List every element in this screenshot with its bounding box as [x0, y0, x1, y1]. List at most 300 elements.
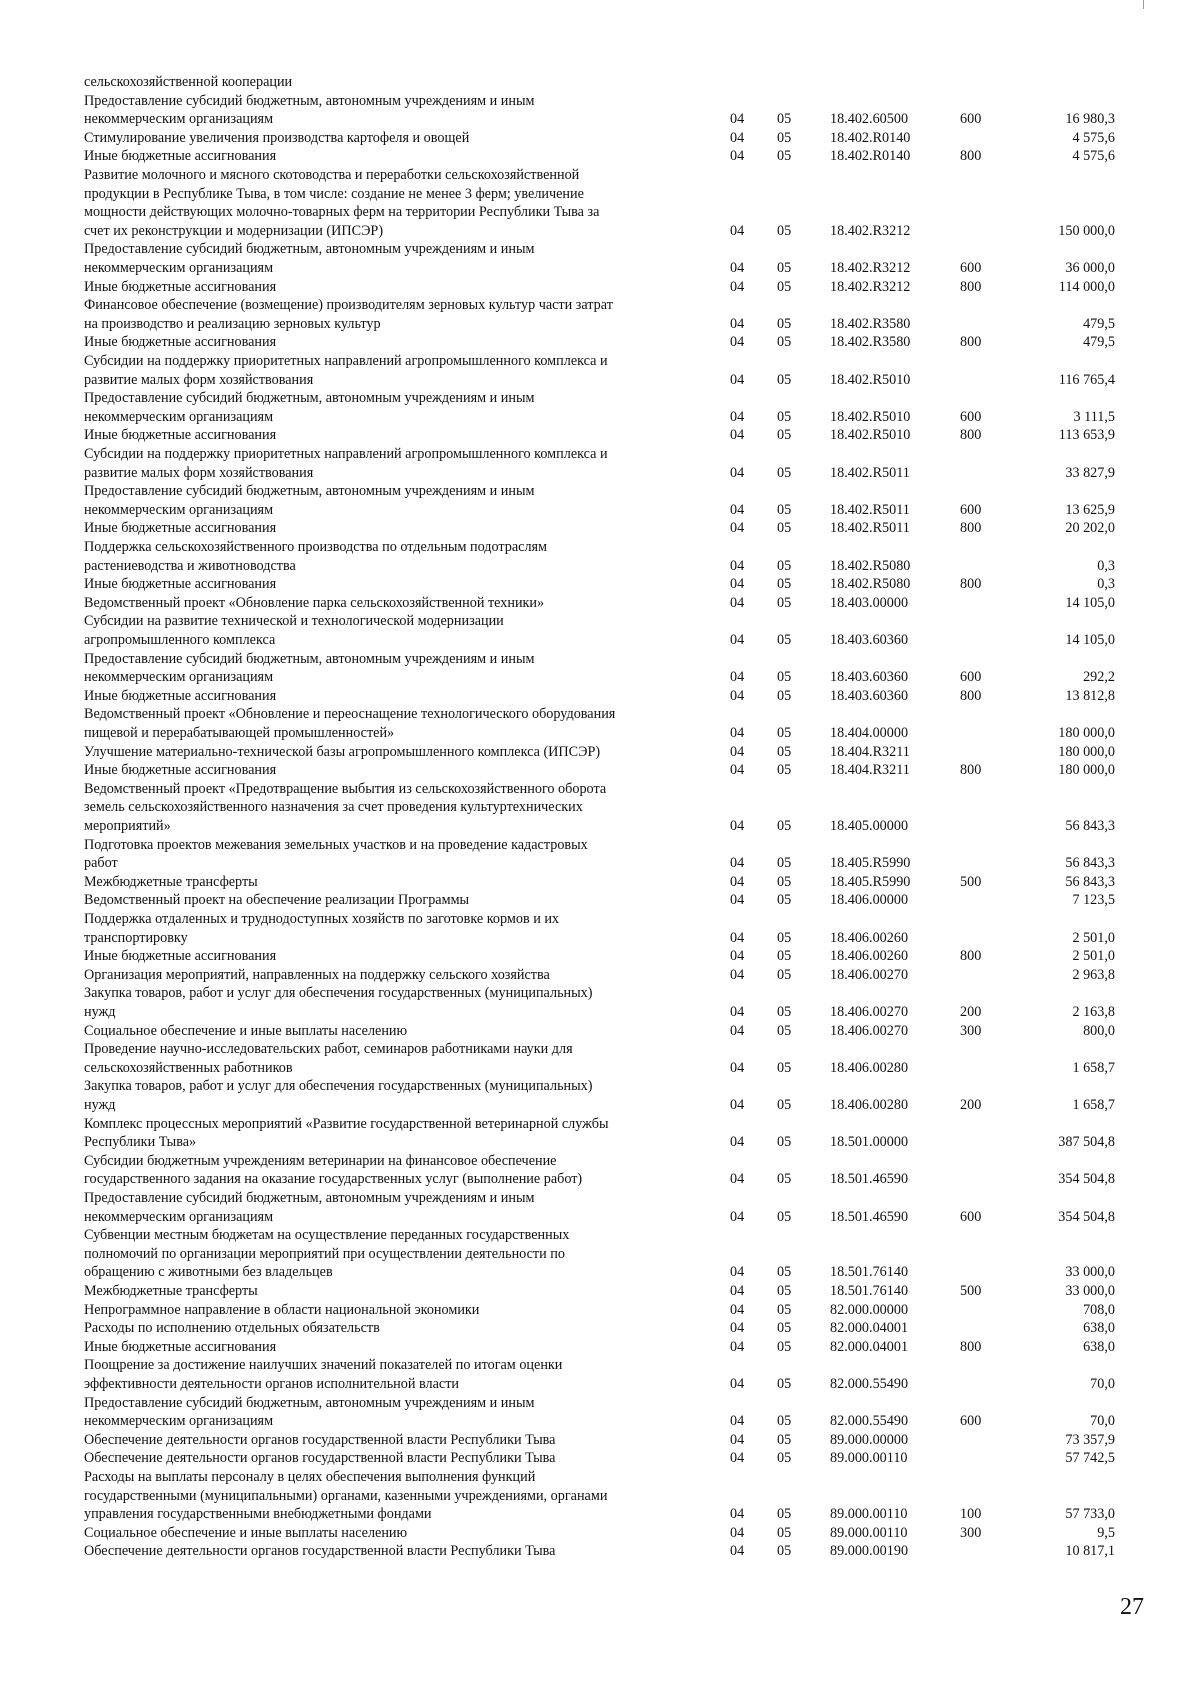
- amount: 4 575,6: [1072, 148, 1115, 165]
- subsection-code: 05: [777, 520, 792, 537]
- expense-type-code: 500: [960, 873, 982, 890]
- subsection-code: 05: [777, 966, 792, 983]
- target-article-code: 89.000.00110: [830, 1506, 908, 1523]
- row-name: [84, 1077, 706, 1114]
- row-name-line: некоммерческим организациям: [84, 408, 274, 425]
- section-code: 04: [730, 278, 745, 295]
- expense-type-code: 600: [960, 1208, 982, 1225]
- amount: 14 105,0: [1065, 631, 1115, 648]
- subsection-code: 05: [777, 1413, 792, 1430]
- row-name-line: государственного задания на оказание государственных услуг (выполнение работ): [84, 1171, 583, 1188]
- subsection-code: 05: [777, 948, 792, 965]
- amount: 150 000,0: [1058, 222, 1115, 239]
- table-row: [0, 891, 1200, 910]
- table-row: [0, 1338, 1200, 1357]
- table-row: [0, 1152, 1200, 1189]
- amount: 113 653,9: [1058, 427, 1115, 444]
- subsection-code: 05: [777, 408, 792, 425]
- row-name: [84, 1152, 706, 1189]
- section-code: 04: [730, 1264, 745, 1281]
- table-row: [0, 73, 1200, 92]
- section-code: 04: [730, 669, 745, 686]
- row-name-line: Субвенции местным бюджетам на осуществление переданных государственных: [84, 1227, 570, 1244]
- row-name-line: работ: [84, 855, 118, 872]
- row-name: [84, 891, 706, 910]
- row-name: [84, 966, 706, 985]
- section-code: 04: [730, 948, 745, 965]
- amount: 33 000,0: [1065, 1264, 1115, 1281]
- row-name-line: агропромышленного комплекса: [84, 631, 276, 648]
- amount: 180 000,0: [1058, 743, 1115, 760]
- section-code: 04: [730, 1450, 745, 1467]
- target-article-code: 18.402.60500: [830, 111, 909, 128]
- row-name-line: мероприятий»: [84, 817, 171, 834]
- target-article-code: 18.402.R5010: [830, 408, 911, 425]
- table-row: [0, 780, 1200, 836]
- scan-mark: [1143, 0, 1144, 9]
- subsection-code: 05: [777, 464, 792, 481]
- amount: 0,3: [1097, 557, 1115, 574]
- row-name-line: Расходы по исполнению отдельных обязательств: [84, 1320, 380, 1337]
- section-code: 04: [730, 1283, 745, 1299]
- row-name-line: развитие малых форм хозяйствования: [84, 464, 314, 481]
- expense-type-code: 300: [960, 1022, 982, 1039]
- target-article-code: 18.501.46590: [830, 1171, 909, 1188]
- subsection-code: 05: [777, 594, 792, 611]
- table-row: [0, 873, 1200, 892]
- table-row: [0, 1319, 1200, 1338]
- section-code: 04: [730, 1059, 745, 1076]
- table-row: [0, 1115, 1200, 1152]
- subsection-code: 05: [777, 111, 792, 128]
- section-code: 04: [730, 762, 745, 779]
- table-row: [0, 1449, 1200, 1468]
- row-name: [84, 240, 706, 277]
- row-name-line: Субсидии на поддержку приоритетных направлений агропромышленного комплекса и: [84, 353, 608, 369]
- amount: 16 980,3: [1065, 111, 1115, 128]
- row-name-line: эффективности деятельности органов исполнительной власти: [84, 1375, 459, 1392]
- target-article-code: 18.402.R5011: [830, 501, 910, 518]
- subsection-code: 05: [777, 315, 792, 332]
- section-code: 04: [730, 1096, 745, 1113]
- section-code: 04: [730, 1301, 745, 1318]
- row-name-line: Ведомственный проект на обеспечение реализации Программы: [84, 892, 470, 909]
- row-name: [84, 743, 706, 762]
- amount: 180 000,0: [1058, 724, 1115, 741]
- section-code: 04: [730, 929, 745, 946]
- subsection-code: 05: [777, 1450, 792, 1467]
- subsection-code: 05: [777, 1208, 792, 1225]
- table-row: [0, 575, 1200, 594]
- row-name-line: Обеспечение деятельности органов государственной власти Республики Тыва: [84, 1431, 556, 1448]
- row-name-line: Предоставление субсидий бюджетным, автономным учреждениям и иным: [84, 241, 535, 258]
- row-name-line: Ведомственный проект «Обновление парка сельскохозяйственной техники»: [84, 594, 545, 611]
- subsection-code: 05: [777, 1543, 792, 1560]
- table-row: [0, 650, 1200, 687]
- row-name-line: Иные бюджетные ассигнования: [84, 334, 277, 351]
- row-name: [84, 333, 706, 352]
- table-row: [0, 519, 1200, 538]
- amount: 9,5: [1097, 1524, 1115, 1541]
- section-code: 04: [730, 1413, 745, 1430]
- section-code: 04: [730, 687, 745, 704]
- section-code: 04: [730, 594, 745, 611]
- table-row: [0, 166, 1200, 240]
- section-code: 04: [730, 520, 745, 537]
- subsection-code: 05: [777, 129, 792, 146]
- row-name: [84, 389, 706, 426]
- row-name-line: некоммерческим организациям: [84, 501, 274, 518]
- row-name-line: некоммерческим организациям: [84, 259, 274, 276]
- subsection-code: 05: [777, 724, 792, 741]
- subsection-code: 05: [777, 1134, 792, 1151]
- row-name: [84, 612, 706, 649]
- amount: 13 812,8: [1065, 687, 1115, 704]
- subsection-code: 05: [777, 371, 792, 388]
- table-row: [0, 947, 1200, 966]
- target-article-code: 18.402.R5011: [830, 520, 910, 537]
- expense-type-code: 300: [960, 1524, 982, 1541]
- amount: 708,0: [1083, 1301, 1115, 1318]
- section-code: 04: [730, 1022, 745, 1039]
- expense-type-code: 100: [960, 1506, 982, 1523]
- row-name-line: Ведомственный проект «Обновление и переоснащение технологического оборудования: [84, 706, 616, 723]
- amount: 56 843,3: [1065, 873, 1115, 890]
- row-name-line: некоммерческим организациям: [84, 1208, 274, 1225]
- row-name-line: Стимулирование увеличения производства картофеля и овощей: [84, 129, 470, 146]
- section-code: 04: [730, 818, 745, 834]
- row-name-line: земель сельскохозяйственного назначения за счет проведения культуртехнических: [84, 799, 583, 816]
- row-name: [84, 1431, 706, 1450]
- amount: 57 742,5: [1065, 1450, 1115, 1467]
- target-article-code: 18.403.60360: [830, 669, 909, 686]
- amount: 7 123,5: [1072, 892, 1115, 909]
- subsection-code: 05: [777, 1003, 792, 1020]
- subsection-code: 05: [777, 1338, 792, 1355]
- amount: 1 658,7: [1072, 1059, 1115, 1076]
- expense-type-code: 800: [960, 148, 982, 165]
- amount: 354 504,8: [1058, 1208, 1115, 1225]
- target-article-code: 18.406.00270: [830, 1003, 909, 1020]
- section-code: 04: [730, 371, 745, 388]
- subsection-code: 05: [777, 1096, 792, 1113]
- row-name-line: Субсидии на развитие технической и технологической модернизации: [84, 613, 504, 630]
- amount: 800,0: [1083, 1022, 1115, 1039]
- target-article-code: 82.000.04001: [830, 1320, 909, 1337]
- row-name-line: Предоставление субсидий бюджетным, автономным учреждениям и иным: [84, 1394, 535, 1411]
- amount: 3 111,5: [1073, 408, 1115, 425]
- row-name-line: обращению с животными без владельцев: [84, 1264, 333, 1281]
- expense-type-code: 600: [960, 408, 982, 425]
- target-article-code: 18.402.R5080: [830, 576, 911, 593]
- row-name-line: Межбюджетные трансферты: [84, 1283, 258, 1299]
- target-article-code: 18.501.76140: [830, 1264, 909, 1281]
- row-name: [84, 780, 706, 836]
- expense-type-code: 800: [960, 334, 982, 351]
- row-name: [84, 650, 706, 687]
- subsection-code: 05: [777, 687, 792, 704]
- table-row: [0, 1022, 1200, 1041]
- amount: 2 163,8: [1072, 1003, 1115, 1020]
- row-name: [84, 92, 706, 129]
- row-name-line: Иные бюджетные ассигнования: [84, 1338, 277, 1355]
- section-code: 04: [730, 1003, 745, 1020]
- target-article-code: 18.405.R5990: [830, 855, 911, 872]
- subsection-code: 05: [777, 427, 792, 444]
- row-name: [84, 1319, 706, 1338]
- row-name-line: государственными (муниципальными) органами, казенными учреждениями, органами: [84, 1487, 608, 1504]
- section-code: 04: [730, 1320, 745, 1337]
- section-code: 04: [730, 315, 745, 332]
- expense-type-code: 800: [960, 520, 982, 537]
- target-article-code: 18.405.R5990: [830, 873, 911, 890]
- subsection-code: 05: [777, 148, 792, 165]
- section-code: 04: [730, 129, 745, 146]
- row-name-line: Предоставление субсидий бюджетным, автономным учреждениям и иным: [84, 1190, 535, 1206]
- row-name-line: Комплекс процессных мероприятий «Развитие государственной ветеринарной службы: [84, 1115, 609, 1132]
- target-article-code: 18.406.00270: [830, 1022, 909, 1039]
- table-row: [0, 1468, 1200, 1524]
- target-article-code: 18.406.00270: [830, 966, 909, 983]
- table-row: [0, 836, 1200, 873]
- row-name-line: некоммерческим организациям: [84, 111, 274, 128]
- subsection-code: 05: [777, 1171, 792, 1188]
- table-row: [0, 445, 1200, 482]
- section-code: 04: [730, 1524, 745, 1541]
- subsection-code: 05: [777, 669, 792, 686]
- row-name-line: Поощрение за достижение наилучших значений показателей по итогам оценки: [84, 1357, 563, 1374]
- row-name-line: Финансовое обеспечение (возмещение) производителям зерновых культур части затрат: [84, 297, 613, 314]
- amount: 479,5: [1083, 334, 1115, 351]
- row-name-line: Обеспечение деятельности органов государственной власти Республики Тыва: [84, 1543, 556, 1560]
- amount: 387 504,8: [1058, 1134, 1115, 1151]
- row-name: [84, 426, 706, 445]
- row-name: [84, 147, 706, 166]
- section-code: 04: [730, 1338, 745, 1355]
- row-name: [84, 278, 706, 297]
- row-name-line: нужд: [84, 1096, 116, 1113]
- row-name: [84, 538, 706, 575]
- row-name-line: пищевой и перерабатывающей промышленностей»: [84, 724, 395, 741]
- section-code: 04: [730, 724, 745, 741]
- table-row: [0, 761, 1200, 780]
- table-row: [0, 352, 1200, 389]
- table-row: [0, 1282, 1200, 1301]
- row-name-line: Республики Тыва»: [84, 1134, 197, 1151]
- row-name-line: Субсидии на поддержку приоритетных направлений агропромышленного комплекса и: [84, 446, 608, 462]
- row-name: [84, 1524, 706, 1543]
- amount: 33 827,9: [1065, 464, 1115, 481]
- row-name-line: Закупка товаров, работ и услуг для обеспечения государственных (муниципальных): [84, 1078, 593, 1095]
- expense-type-code: 800: [960, 427, 982, 444]
- expense-type-code: 200: [960, 1096, 982, 1113]
- section-code: 04: [730, 631, 745, 648]
- row-name: [84, 1542, 706, 1561]
- target-article-code: 18.404.00000: [830, 724, 909, 741]
- row-name: [84, 1022, 706, 1041]
- amount: 36 000,0: [1065, 259, 1115, 276]
- row-name-line: Организация мероприятий, направленных на поддержку сельского хозяйства: [84, 966, 550, 983]
- target-article-code: 18.402.R3212: [830, 259, 911, 276]
- table-row: [0, 705, 1200, 742]
- table-row: [0, 594, 1200, 613]
- target-article-code: 18.501.00000: [830, 1134, 909, 1151]
- table-row: [0, 1040, 1200, 1077]
- target-article-code: 18.501.46590: [830, 1208, 909, 1225]
- row-name: [84, 1394, 706, 1431]
- row-name-line: полномочий по организации мероприятий при осуществлении деятельности по: [84, 1245, 565, 1262]
- target-article-code: 89.000.00110: [830, 1450, 908, 1467]
- subsection-code: 05: [777, 1059, 792, 1076]
- target-article-code: 18.402.R3580: [830, 334, 911, 351]
- target-article-code: 82.000.00000: [830, 1301, 909, 1318]
- row-name-line: Предоставление субсидий бюджетным, автономным учреждениям и иным: [84, 92, 535, 109]
- table-row: [0, 129, 1200, 148]
- section-code: 04: [730, 148, 745, 165]
- row-name: [84, 1115, 706, 1152]
- row-name: [84, 445, 706, 482]
- section-code: 04: [730, 1375, 745, 1392]
- section-code: 04: [730, 873, 745, 890]
- row-name: [84, 1040, 706, 1077]
- target-article-code: 18.404.R3211: [830, 743, 910, 760]
- row-name-line: мощности действующих молочно-товарных ферм на территории Республики Тыва за: [84, 204, 600, 221]
- amount: 56 843,3: [1065, 818, 1115, 834]
- row-name-line: Непрограммное направление в области национальной экономики: [84, 1301, 480, 1318]
- target-article-code: 18.402.R5080: [830, 557, 911, 574]
- target-article-code: 18.402.R3580: [830, 315, 911, 332]
- subsection-code: 05: [777, 892, 792, 909]
- row-name: [84, 1338, 706, 1357]
- target-article-code: 89.000.00110: [830, 1524, 908, 1541]
- amount: 2 963,8: [1072, 966, 1115, 983]
- row-name: [84, 1356, 706, 1393]
- amount: 638,0: [1083, 1338, 1115, 1355]
- row-name-line: Иные бюджетные ассигнования: [84, 762, 277, 779]
- amount: 180 000,0: [1058, 762, 1115, 779]
- table-row: [0, 482, 1200, 519]
- row-name-line: Поддержка сельскохозяйственного производства по отдельным подотраслям: [84, 539, 548, 555]
- table-row: [0, 426, 1200, 445]
- section-code: 04: [730, 1171, 745, 1188]
- subsection-code: 05: [777, 762, 792, 779]
- target-article-code: 18.402.R5010: [830, 371, 911, 388]
- table-row: [0, 966, 1200, 985]
- row-name: [84, 873, 706, 892]
- target-article-code: 18.406.00000: [830, 892, 909, 909]
- row-name-line: управления государственными внебюджетными фондами: [84, 1506, 432, 1523]
- section-code: 04: [730, 1506, 745, 1523]
- row-name: [84, 519, 706, 538]
- target-article-code: 18.402.R5010: [830, 427, 911, 444]
- row-name: [84, 1301, 706, 1320]
- amount: 73 357,9: [1065, 1431, 1115, 1448]
- amount: 10 817,1: [1065, 1543, 1115, 1560]
- table-row: [0, 92, 1200, 129]
- expense-type-code: 500: [960, 1283, 982, 1299]
- target-article-code: 89.000.00190: [830, 1543, 909, 1560]
- target-article-code: 18.403.60360: [830, 631, 909, 648]
- row-name-line: некоммерческим организациям: [84, 1413, 274, 1430]
- row-name: [84, 166, 706, 240]
- target-article-code: 18.406.00280: [830, 1059, 909, 1076]
- row-name-line: развитие малых форм хозяйствования: [84, 371, 314, 388]
- section-code: 04: [730, 334, 745, 351]
- row-name-line: Закупка товаров, работ и услуг для обеспечения государственных (муниципальных): [84, 985, 593, 1002]
- row-name: [84, 594, 706, 613]
- section-code: 04: [730, 464, 745, 481]
- target-article-code: 18.402.R3212: [830, 278, 911, 295]
- subsection-code: 05: [777, 557, 792, 574]
- target-article-code: 82.000.04001: [830, 1338, 909, 1355]
- row-name-line: сельскохозяйственной кооперации: [84, 74, 293, 90]
- row-name: [84, 947, 706, 966]
- subsection-code: 05: [777, 1301, 792, 1318]
- amount: 354 504,8: [1058, 1171, 1115, 1188]
- table-row: [0, 1431, 1200, 1450]
- table-row: [0, 743, 1200, 762]
- table-row: [0, 1356, 1200, 1393]
- row-name-line: Предоставление субсидий бюджетным, автономным учреждениям и иным: [84, 390, 535, 407]
- row-name-line: на производство и реализацию зерновых культур: [84, 315, 381, 332]
- row-name: [84, 1189, 706, 1226]
- section-code: 04: [730, 557, 745, 574]
- amount: 57 733,0: [1065, 1506, 1115, 1523]
- section-code: 04: [730, 576, 745, 593]
- row-name: [84, 482, 706, 519]
- table-row: [0, 278, 1200, 297]
- row-name-line: продукции в Республике Тыва, в том числе: создание не менее 3 ферм; увеличение: [84, 185, 584, 202]
- target-article-code: 18.406.00280: [830, 1096, 909, 1113]
- row-name-line: Социальное обеспечение и иные выплаты населению: [84, 1022, 408, 1039]
- expense-type-code: 800: [960, 762, 982, 779]
- subsection-code: 05: [777, 1375, 792, 1392]
- table-row: [0, 984, 1200, 1021]
- target-article-code: 18.402.R5011: [830, 464, 910, 481]
- row-name-line: счет их реконструкции и модернизации (ИПСЭР): [84, 222, 384, 239]
- table-row: [0, 1394, 1200, 1431]
- row-name-line: Подготовка проектов межевания земельных участков и на проведение кадастровых: [84, 836, 588, 853]
- row-name: [84, 984, 706, 1021]
- row-name-line: Проведение научно-исследовательских работ, семинаров работниками науки для: [84, 1041, 573, 1058]
- row-name: [84, 761, 706, 780]
- amount: 56 843,3: [1065, 855, 1115, 872]
- subsection-code: 05: [777, 222, 792, 239]
- row-name: [84, 836, 706, 873]
- section-code: 04: [730, 427, 745, 444]
- subsection-code: 05: [777, 1022, 792, 1039]
- row-name-line: нужд: [84, 1003, 116, 1020]
- section-code: 04: [730, 501, 745, 518]
- row-name-line: Улучшение материально-технической базы агропромышленного комплекса (ИПСЭР): [84, 743, 601, 760]
- row-name: [84, 687, 706, 706]
- amount: 479,5: [1083, 315, 1115, 332]
- amount: 33 000,0: [1065, 1283, 1115, 1299]
- amount: 116 765,4: [1058, 371, 1115, 388]
- amount: 2 501,0: [1072, 929, 1115, 946]
- table-row: [0, 1077, 1200, 1114]
- table-row: [0, 687, 1200, 706]
- row-name-line: Иные бюджетные ассигнования: [84, 520, 277, 537]
- amount: 4 575,6: [1072, 129, 1115, 146]
- target-article-code: 18.402.R3212: [830, 222, 911, 239]
- table-row: [0, 1524, 1200, 1543]
- section-code: 04: [730, 1134, 745, 1151]
- table-row: [0, 910, 1200, 947]
- section-code: 04: [730, 966, 745, 983]
- target-article-code: 18.405.00000: [830, 818, 909, 834]
- amount: 2 501,0: [1072, 948, 1115, 965]
